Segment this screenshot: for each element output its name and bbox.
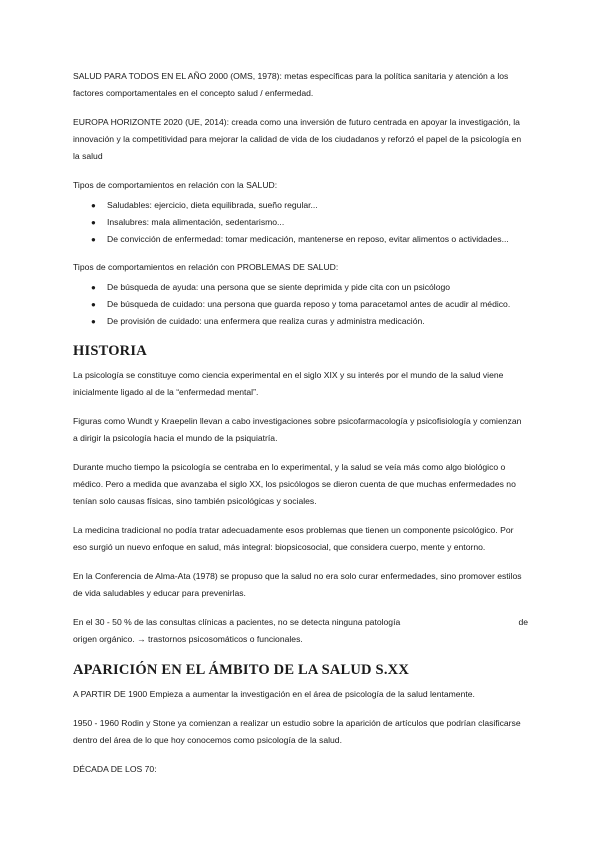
historia-paragraph: La psicología se constituye como ciencia experimental en el siglo XIX y su interés por el mundo de la salud viene inicialmente ligado al de la “enfermedad mental”. bbox=[73, 370, 504, 397]
list-item: ● De búsqueda de ayuda: una persona que se siente deprimida y pide cita con un psicólogo bbox=[73, 280, 528, 295]
list-item: ● De convicción de enfermedad: tomar medicación, mantenerse en reposo, evitar alimentos o actividades... bbox=[73, 232, 528, 247]
bullet-icon: ● bbox=[91, 300, 96, 309]
aparicion-paragraph: 1950 - 1960 Rodin y Stone ya comienzan a realizar un estudio sobre la aparición de artículos que podrían clasificarse dentro del área de lo que hoy conocemos como psicología de la salud. bbox=[73, 718, 521, 745]
historia-paragraph-consultas: En el 30 - 50 % de las consultas clínicas a pacientes, no se detecta ninguna patología de bbox=[73, 617, 528, 627]
health-behaviors-title: Tipos de comportamientos en relación con la SALUD: bbox=[73, 180, 278, 190]
aparicion-paragraph: A PARTIR DE 1900 Empieza a aumentar la investigación en el área de psicología de la salud lentamente. bbox=[73, 689, 475, 699]
aparicion-paragraph: DÉCADA DE LOS 70: bbox=[73, 764, 157, 774]
bullet-icon: ● bbox=[91, 283, 96, 292]
problem-behaviors-list bbox=[73, 280, 528, 329]
list-item: ● De búsqueda de cuidado: una persona que guarda reposo y toma paracetamol antes de acudir al médico. bbox=[73, 297, 528, 312]
document-content bbox=[73, 68, 528, 778]
historia-heading: HISTORIA bbox=[73, 343, 147, 359]
list-item: ● Insalubres: mala alimentación, sedentarismo... bbox=[73, 215, 528, 230]
list-item: ● De provisión de cuidado: una enfermera que realiza curas y administra medicación. bbox=[73, 314, 528, 329]
bullet-icon: ● bbox=[91, 201, 96, 210]
bullet-icon: ● bbox=[91, 235, 96, 244]
historia-paragraph-consultas-cont: origen orgánico. → trastornos psicosomáticos o funcionales. bbox=[73, 634, 303, 644]
list-item: ● Saludables: ejercicio, dieta equilibrada, sueño regular... bbox=[73, 198, 528, 213]
intro-paragraph-oms: SALUD PARA TODOS EN EL AÑO 2000 (OMS, 1978): metas específicas para la política sanitaria y atención a los factores comportamentales en el concepto salud / enfermedad. bbox=[73, 71, 509, 98]
aparicion-heading: APARICIÓN EN EL ÁMBITO DE LA SALUD S.XX bbox=[73, 662, 409, 678]
intro-paragraph-horizonte: EUROPA HORIZONTE 2020 (UE, 2014): creada como una inversión de futuro centrada en apoyar la investigación, la innovación y la competitividad para mejorar la calidad de vida de los ciudadanos y reforzó el papel de la psicología en la salud bbox=[73, 117, 522, 161]
historia-paragraph: Durante mucho tiempo la psicología se centraba en lo experimental, y la salud se veía más como algo biológico o médico. Pero a medida que avanzaba el siglo XX, los psicólogos se dieron cuenta de que muchas enfermedades no tenían solo causas físicas, sino también psicológicas y sociales. bbox=[73, 462, 516, 506]
bullet-icon: ● bbox=[91, 317, 96, 326]
problem-behaviors-title: Tipos de comportamientos en relación con PROBLEMAS DE SALUD: bbox=[73, 262, 339, 272]
historia-paragraph: La medicina tradicional no podía tratar adecuadamente esos problemas que tienen un componente psicológico. Por eso surgió un nuevo enfoque en salud, más integral: biopsicosocial, que considera cuerpo, mente y entorno. bbox=[73, 525, 514, 552]
health-behaviors-list bbox=[73, 198, 528, 247]
bullet-icon: ● bbox=[91, 218, 96, 227]
historia-paragraph: En la Conferencia de Alma-Ata (1978) se propuso que la salud no era solo curar enfermedades, sino promover estilos de vida saludables y educar para prevenirlas. bbox=[73, 571, 522, 598]
historia-paragraph: Figuras como Wundt y Kraepelin llevan a cabo investigaciones sobre psicofarmacología y psicofisiología y comienzan a dirigir la psicología hacia el mundo de la psiquiatría. bbox=[73, 416, 522, 443]
